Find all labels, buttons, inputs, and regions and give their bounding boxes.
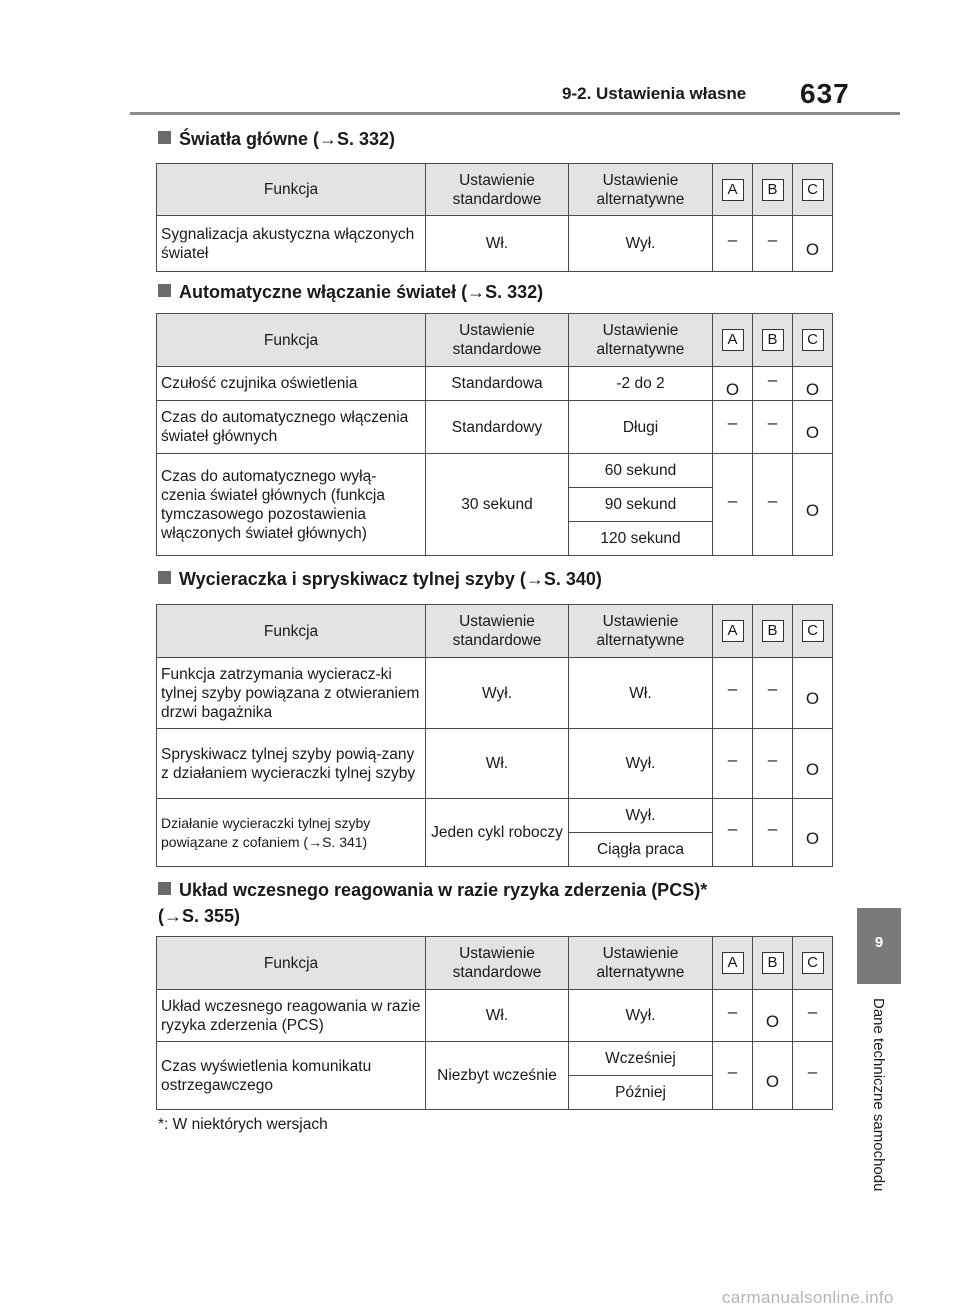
cell-b: – (753, 729, 793, 799)
cell-a: O (713, 367, 753, 401)
section-title-pcs (158, 877, 707, 929)
column-header-a: A (713, 164, 753, 216)
table-row (157, 401, 833, 454)
column-header-c: C (793, 314, 833, 367)
cell-function: Spryskiwacz tylnej szyby powią-zany z działaniem wycieraczki tylnej szyby (157, 729, 426, 799)
section-bullet-icon (158, 284, 171, 297)
cell-default: Niezbyt wcześnie (426, 1042, 569, 1110)
cell-default: 30 sekund (426, 454, 569, 556)
column-header-b: B (753, 937, 793, 990)
cell-default: Wł. (426, 216, 569, 272)
cell-a: – (713, 1042, 753, 1110)
cell-default: Wył. (426, 658, 569, 729)
cell-b: O (753, 990, 793, 1042)
cell-a: – (713, 454, 753, 556)
table-row (157, 729, 833, 799)
cell-a: – (713, 799, 753, 867)
chapter-tab: 9 (857, 908, 901, 984)
settings-table-headlights (156, 163, 833, 272)
cell-c: – (793, 990, 833, 1042)
table-row (157, 216, 833, 272)
cell-c: O (793, 454, 833, 556)
cell-c: O (793, 658, 833, 729)
column-header-default: Ustawienie standardowe (426, 314, 569, 367)
table-header-row (157, 164, 833, 216)
cell-alternative: Później (569, 1076, 713, 1110)
cell-default: Standardowy (426, 401, 569, 454)
table-header-row (157, 937, 833, 990)
column-header-alternative: Ustawienie alternatywne (569, 605, 713, 658)
cell-function: Działanie wycieraczki tylnej szyby powiązane z cofaniem (→S. 341) (157, 799, 426, 867)
section-title-auto-lights (158, 279, 543, 305)
cell-alternative: Długi (569, 401, 713, 454)
column-header-function: Funkcja (157, 605, 426, 658)
cell-c: O (793, 401, 833, 454)
cell-function: Czas do automatycznego wyłą-czenia świateł głównych (funkcja tymczasowego pozostawienia włączonych świateł głównych) (157, 454, 426, 556)
cell-default: Jeden cykl roboczy (426, 799, 569, 867)
column-header-a: A (713, 937, 753, 990)
column-header-function: Funkcja (157, 314, 426, 367)
cell-function: Sygnalizacja akustyczna włączonych świateł (157, 216, 426, 272)
column-header-default: Ustawienie standardowe (426, 605, 569, 658)
column-header-function: Funkcja (157, 937, 426, 990)
section-title-headlights (158, 126, 395, 152)
settings-table-pcs (156, 936, 833, 1110)
watermark: carmanualsonline.info (722, 1288, 894, 1307)
column-header-c: C (793, 164, 833, 216)
cell-a: – (713, 658, 753, 729)
section-title-text: Światła główne (→S. 332) (179, 129, 396, 149)
table-header-row (157, 605, 833, 658)
table-row (157, 799, 833, 833)
header-divider (130, 112, 900, 115)
section-title-page-ref: (→S. 355) (158, 906, 241, 926)
cell-a: – (713, 729, 753, 799)
cell-c: O (793, 367, 833, 401)
section-bullet-icon (158, 131, 171, 144)
column-header-b: B (753, 314, 793, 367)
cell-function: Funkcja zatrzymania wycieracz-ki tylnej szyby powiązana z otwieraniem drzwi bagażnika (157, 658, 426, 729)
settings-table-rear-wiper (156, 604, 833, 867)
section-bullet-icon (158, 882, 171, 895)
table-header-row (157, 314, 833, 367)
column-header-function: Funkcja (157, 164, 426, 216)
cell-b: – (753, 401, 793, 454)
cell-default: Wł. (426, 729, 569, 799)
cell-c: O (793, 216, 833, 272)
cell-alternative: Wył. (569, 990, 713, 1042)
table-row (157, 658, 833, 729)
column-header-alternative: Ustawienie alternatywne (569, 314, 713, 367)
cell-c: O (793, 799, 833, 867)
cell-alternative: Wł. (569, 658, 713, 729)
cell-function: Czułość czujnika oświetlenia (157, 367, 426, 401)
cell-a: – (713, 401, 753, 454)
table-row (157, 1042, 833, 1076)
cell-alternative: Ciągła praca (569, 833, 713, 867)
column-header-alternative: Ustawienie alternatywne (569, 937, 713, 990)
cell-c: – (793, 1042, 833, 1110)
cell-default: Wł. (426, 990, 569, 1042)
cell-b: O (753, 1042, 793, 1110)
column-header-default: Ustawienie standardowe (426, 164, 569, 216)
cell-alternative: 90 sekund (569, 488, 713, 522)
cell-default: Standardowa (426, 367, 569, 401)
column-header-default: Ustawienie standardowe (426, 937, 569, 990)
column-header-b: B (753, 164, 793, 216)
cell-c: O (793, 729, 833, 799)
page-number: 637 (800, 78, 850, 109)
section-bullet-icon (158, 571, 171, 584)
settings-table-auto-lights (156, 313, 833, 556)
table-row (157, 367, 833, 401)
cell-alternative: Wył. (569, 799, 713, 833)
cell-b: – (753, 454, 793, 556)
cell-alternative: Wył. (569, 729, 713, 799)
column-header-c: C (793, 937, 833, 990)
table-row (157, 990, 833, 1042)
column-header-a: A (713, 314, 753, 367)
cell-function: Czas wyświetlenia komunikatu ostrzegawczego (157, 1042, 426, 1110)
cell-function: Układ wczesnego reagowania w razie ryzyka zderzenia (PCS) (157, 990, 426, 1042)
section-title-text: Automatyczne włączanie świateł (→S. 332) (179, 282, 544, 302)
column-header-a: A (713, 605, 753, 658)
column-header-alternative: Ustawienie alternatywne (569, 164, 713, 216)
cell-b: – (753, 799, 793, 867)
cell-alternative: 120 sekund (569, 522, 713, 556)
chapter-label: Dane techniczne samochodu (870, 998, 887, 1192)
table-row (157, 454, 833, 488)
cell-b: – (753, 216, 793, 272)
cell-a: – (713, 990, 753, 1042)
column-header-c: C (793, 605, 833, 658)
cell-alternative: Wył. (569, 216, 713, 272)
cell-b: – (753, 367, 793, 401)
section-title-text: Układ wczesnego reagowania w razie ryzyka zderzenia (PCS)* (179, 880, 708, 900)
cell-alternative: 60 sekund (569, 454, 713, 488)
column-header-b: B (753, 605, 793, 658)
section-title-rear-wiper (158, 566, 602, 592)
cell-function: Czas do automatycznego włączenia świateł głównych (157, 401, 426, 454)
header-section-title: 9-2. Ustawienia własne (562, 84, 747, 103)
footnote: *: W niektórych wersjach (158, 1116, 328, 1133)
cell-a: – (713, 216, 753, 272)
cell-b: – (753, 658, 793, 729)
cell-alternative: -2 do 2 (569, 367, 713, 401)
cell-alternative: Wcześniej (569, 1042, 713, 1076)
section-title-text: Wycieraczka i spryskiwacz tylnej szyby (→S. 340) (179, 569, 602, 589)
